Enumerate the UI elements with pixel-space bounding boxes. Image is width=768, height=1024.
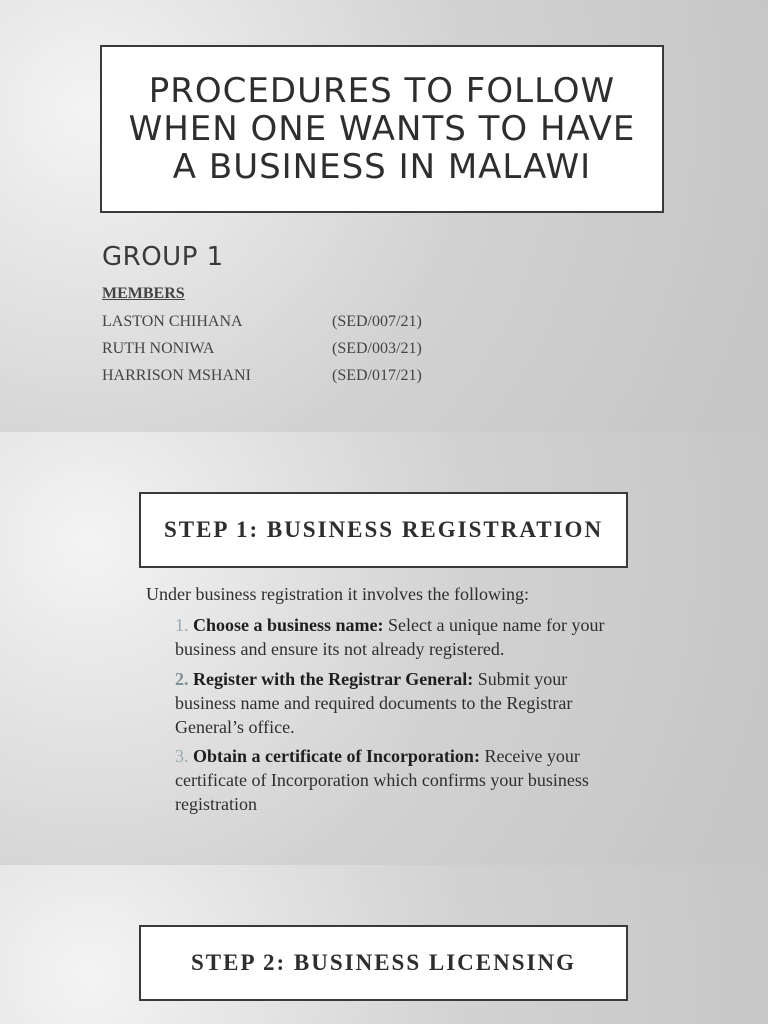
slide-step-2 xyxy=(0,865,768,1024)
member-row xyxy=(102,367,502,387)
members-label: MEMBERS xyxy=(102,285,185,302)
list-item-text: Submit your business name and required documents to the Registrar General’s office. xyxy=(175,669,573,737)
list-number: 2. xyxy=(175,669,189,689)
member-id: (SED/007/21) xyxy=(332,313,422,330)
title-box xyxy=(100,45,664,213)
member-row xyxy=(102,313,502,333)
member-name: LASTON CHIHANA xyxy=(102,313,243,330)
step-2-heading: STEP 2: BUSINESS LICENSING xyxy=(191,950,576,975)
member-name: RUTH NONIWA xyxy=(102,340,215,357)
list-item-lead: Obtain a certificate of Incorporation: xyxy=(193,746,480,766)
list-item-lead: Register with the Registrar General: xyxy=(193,669,474,689)
member-name: HARRISON MSHANI xyxy=(102,367,251,384)
group-heading: GROUP 1 xyxy=(102,242,224,272)
list-item xyxy=(175,613,625,661)
list-item xyxy=(175,667,625,739)
slide-title xyxy=(0,0,768,432)
slide-step-1 xyxy=(0,432,768,865)
list-number: 1. xyxy=(175,615,189,635)
member-id: (SED/003/21) xyxy=(332,340,422,357)
intro-text: Under business registration it involves the following: xyxy=(146,584,529,604)
member-row xyxy=(102,340,502,360)
step-1-heading-box xyxy=(139,492,628,568)
list-item-lead: Choose a business name: xyxy=(193,615,384,635)
list-item xyxy=(175,744,625,816)
list-item-text: Receive your certificate of Incorporation which confirms your business registration xyxy=(175,746,589,814)
slide-title-text: PROCEDURES TO FOLLOW WHEN ONE WANTS TO HAVE A BUSINESS IN MALAWI xyxy=(128,71,636,187)
step-2-heading-box xyxy=(139,925,628,1001)
member-id: (SED/017/21) xyxy=(332,367,422,384)
list-number: 3. xyxy=(175,746,189,766)
step-1-heading: STEP 1: BUSINESS REGISTRATION xyxy=(163,517,604,542)
list-item-text: Select a unique name for your business and ensure its not already registered. xyxy=(175,615,605,659)
